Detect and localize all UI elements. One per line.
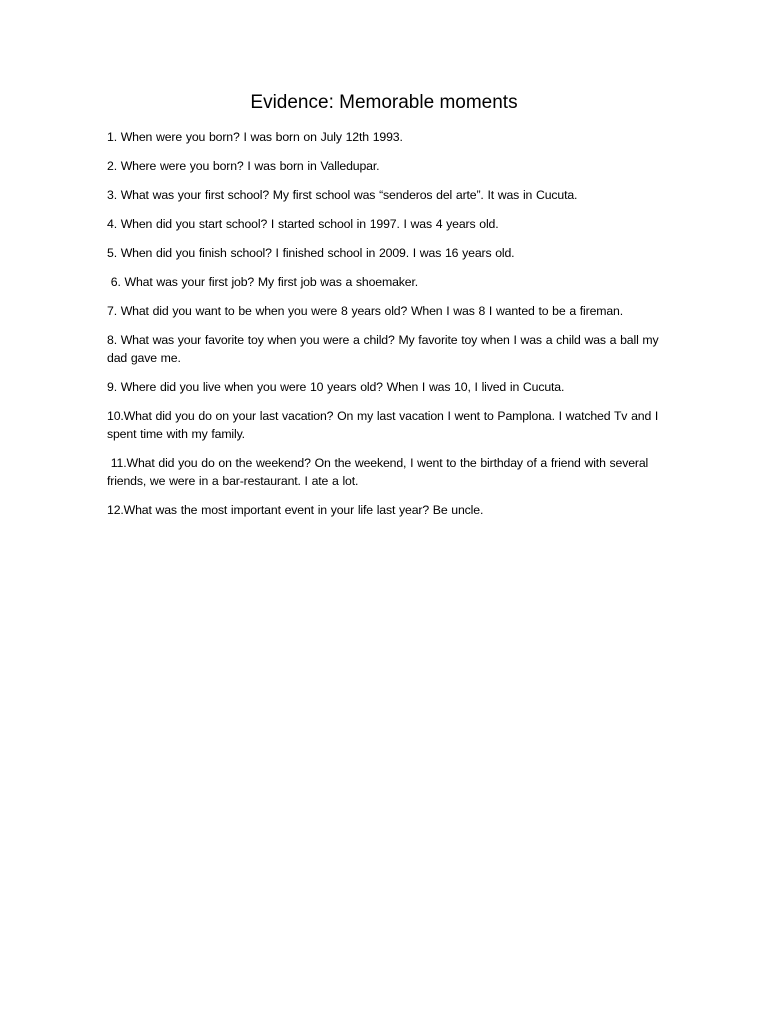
question-item-2: 2. Where were you born? I was born in Valledupar.	[107, 159, 380, 173]
question-item-11: 11.What did you do on the weekend? On the weekend, I went to the birthday of a friend with several friends, we were in a bar-restaurant. I ate a lot.	[107, 456, 652, 488]
page-title: Evidence: Memorable moments	[250, 92, 518, 113]
question-item-9: 9. Where did you live when you were 10 years old? When I was 10, I lived in Cucuta.	[107, 380, 565, 394]
question-item-4: 4. When did you start school? I started school in 1997. I was 4 years old.	[107, 217, 499, 231]
question-item-10: 10.What did you do on your last vacation? On my last vacation I went to Pamplona. I watched Tv and I spent time with my family.	[107, 409, 659, 441]
question-item-6: 6. What was your first job? My first job was a shoemaker.	[107, 275, 418, 289]
question-item-1: 1. When were you born? I was born on July 12th 1993.	[107, 130, 403, 144]
question-item-7: 7. What did you want to be when you were 8 years old? When I was 8 I wanted to be a fireman.	[107, 304, 624, 318]
question-item-8: 8. What was your favorite toy when you were a child? My favorite toy when I was a child was a ball my dad gave me.	[107, 333, 659, 365]
question-item-12: 12.What was the most important event in your life last year? Be uncle.	[107, 503, 484, 517]
question-item-5: 5. When did you finish school? I finished school in 2009. I was 16 years old.	[107, 246, 515, 260]
question-item-3: 3. What was your first school? My first school was “senderos del arte”. It was in Cucuta.	[107, 188, 578, 202]
question-list	[107, 128, 662, 530]
